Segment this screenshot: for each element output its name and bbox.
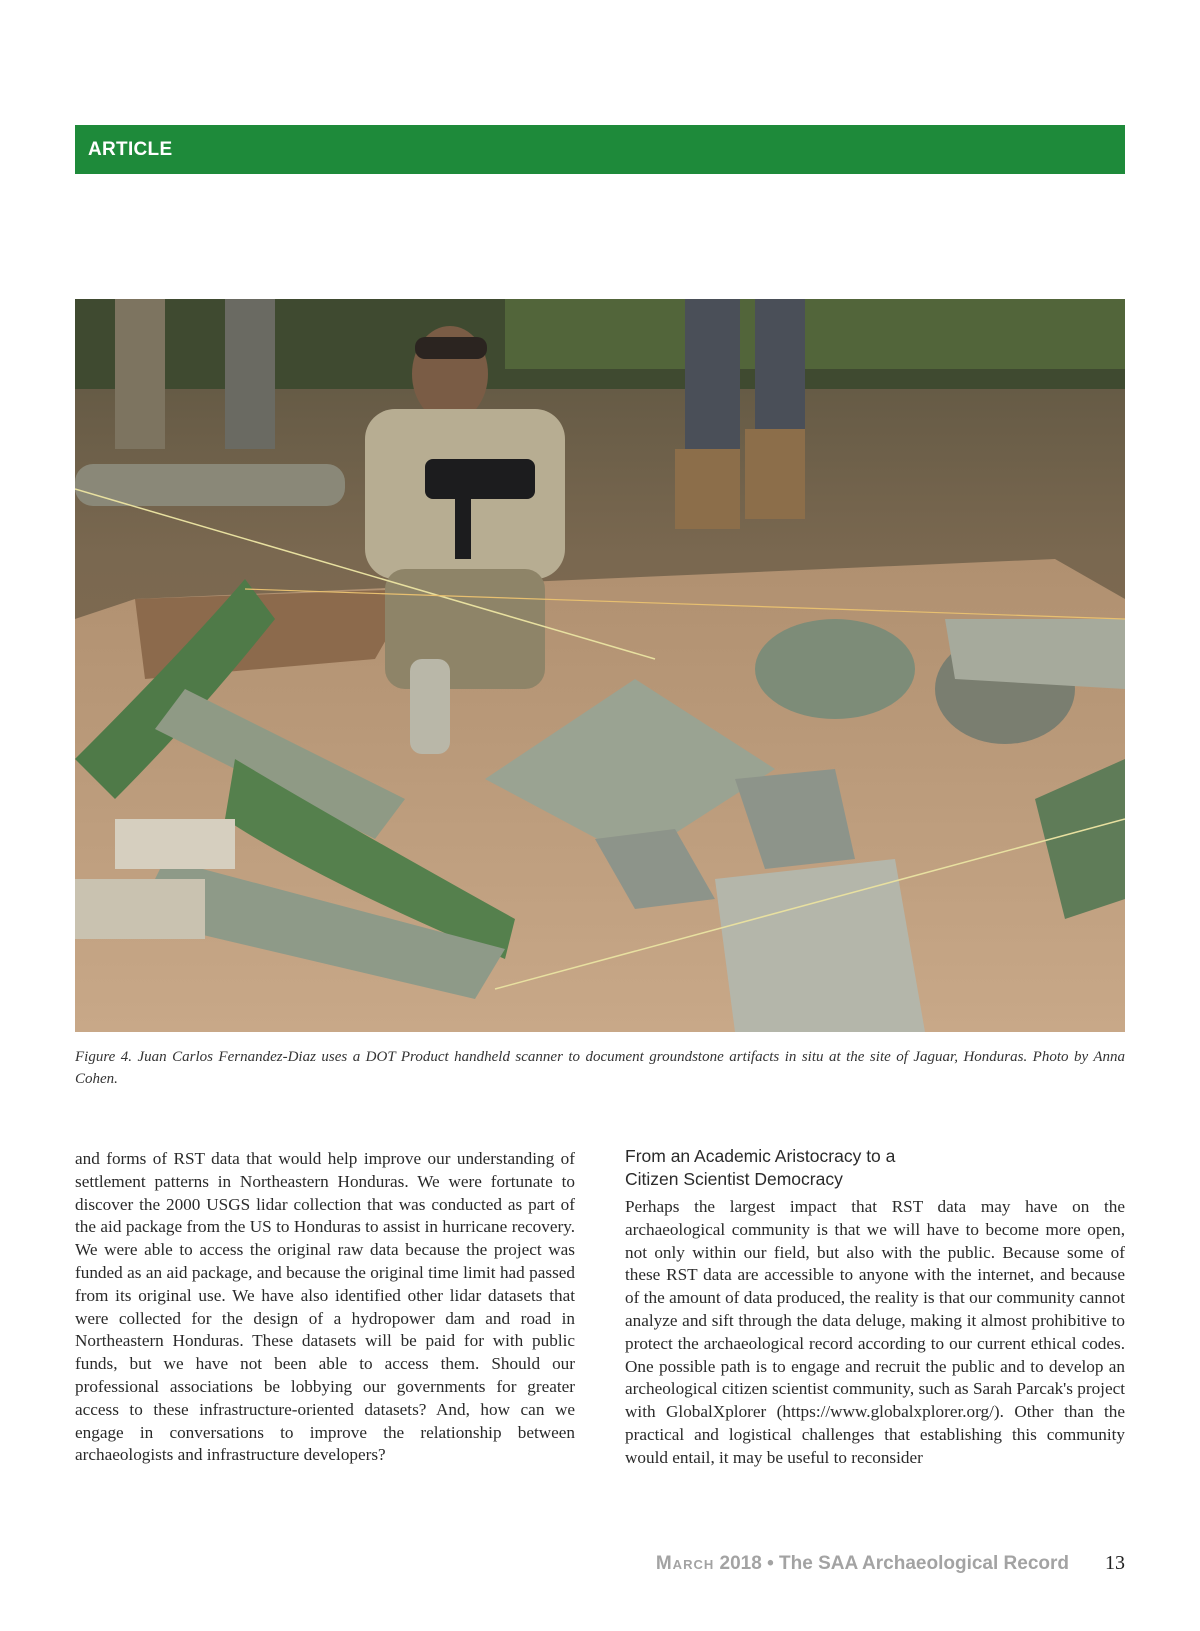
section-label: ARTICLE [88,138,173,160]
section-heading [625,1145,1125,1190]
body-right-paragraph: Perhaps the largest impact that RST data may have on the archaeological community is that we will have to become more open, not only within our field, but also with the public. Because some of these RST data are accessible to anyone with the internet, and because of the amount of data produced, the reality is that our community cannot analyze and sift through the data deluge, making it almost prohibitive to protect the archaeological record according to our current ethical codes. One possible path is to engage and recruit the public and to develop an archeological citizen scientist community, such as Sarah Parcak's project with GlobalXplorer (https://www.globalxplorer.org/). Other than the practical and logistical challenges that establishing this community would entail, it may be useful to reconsider [625,1197,1125,1467]
body-right-column [625,1145,1125,1470]
section-heading-line1: From an Academic Aristocracy to a [625,1146,896,1166]
section-heading-line2: Citizen Scientist Democracy [625,1168,843,1189]
page-footer [656,1552,1125,1575]
footer-month: March [655,1553,715,1574]
excavation-photo [75,299,1125,1032]
section-banner [75,125,1125,174]
footer-journal-title: 2018 • The SAA Archaeological Record [719,1553,1069,1574]
page-number: 13 [1105,1552,1125,1574]
figure-caption: Figure 4. Juan Carlos Fernandez-Diaz uses a DOT Product handheld scanner to document groundstone artifacts in situ at the site of Jaguar, Honduras. Photo by Anna Cohen. [75,1049,1125,1087]
body-left-column: and forms of RST data that would help improve our understanding of settlement patterns in Northeastern Honduras. We were fortunate to discover the 2000 USGS lidar collection that was conducted as part of the aid package from the US to Honduras to assist in hurricane recovery. We were able to access the original raw data because the project was funded as an aid package, and because the original time limit had passed from its original use. We have also identified other lidar datasets that were collected for the design of a hydropower dam and road in Northeastern Honduras. These datasets will be paid for with public funds, but we have not been able to access them. Should our professional associations be lobbying our governments for greater access to these infrastructure-oriented datasets? And, how can we engage in conversations to improve the relationship between archaeologists and infrastructure developers? [75,1149,575,1465]
footer-journal [656,1553,1069,1575]
